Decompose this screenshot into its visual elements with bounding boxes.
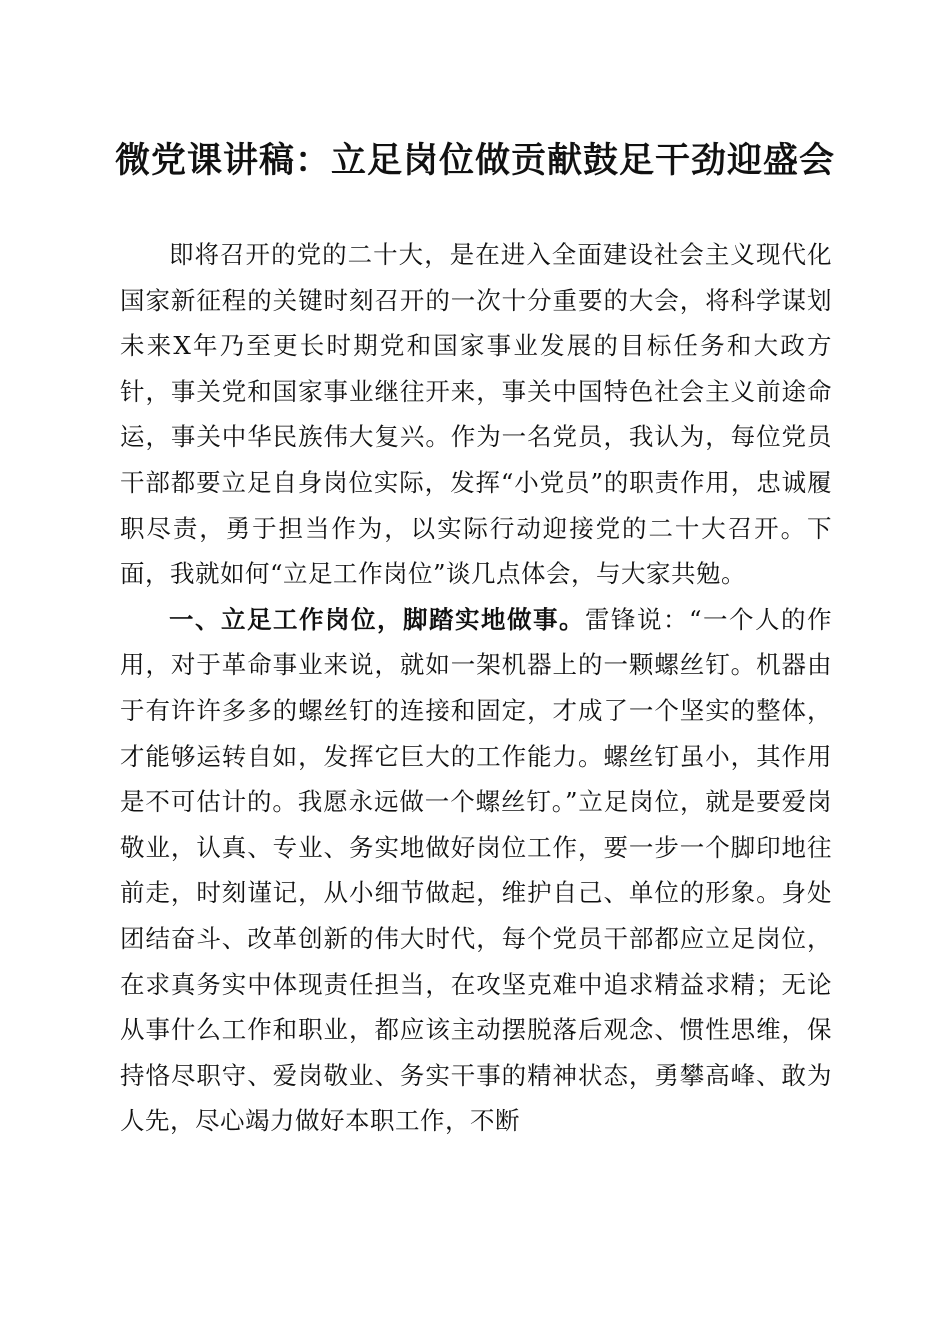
document-body: [120, 232, 832, 1144]
intro-paragraph: [120, 232, 832, 597]
paragraph-text: 即将召开的党的二十大，是在进入全面建设社会主义现代化国家新征程的关键时刻召开的一次十分重要的大会，将科学谋划未来X年乃至更长时期党和国家事业发展的目标任务和大政方针，事关党和国家事业继往开来，事关中国特色社会主义前途命运，事关中华民族伟大复兴。作为一名党员，我认为，每位党员干部都要立足自身岗位实际，发挥“小党员”的职责作用，忠诚履职尽责，勇于担当作为，以实际行动迎接党的二十大召开。下面，我就如何“立足工作岗位”谈几点体会，与大家共勉。: [120, 240, 832, 589]
paragraph-text: 雷锋说：“一个人的作用，对于革命事业来说，就如一架机器上的一颗螺丝钉。机器由于有许许多多的螺丝钉的连接和固定，才成了一个坚实的整体，才能够运转自如，发挥它巨大的工作能力。螺丝钉虽小，其作用是不可估计的。我愿永远做一个螺丝钉。”立足岗位，就是要爱岗敬业，认真、专业、务实地做好岗位工作，要一步一个脚印地往前走，时刻谨记，从小细节做起，维护自己、单位的形象。身处团结奋斗、改革创新的伟大时代，每个党员干部都应立足岗位，在求真务实中体现责任担当，在攻坚克难中追求精益求精；无论从事什么工作和职业，都应该主动摆脱落后观念、惯性思维，保持恪尽职守、爱岗敬业、务实干事的精神状态，勇攀高峰、敢为人先，尽心竭力做好本职工作，不断: [120, 604, 832, 1136]
section-one-paragraph: [120, 597, 832, 1144]
document-title: 微党课讲稿：立足岗位做贡献鼓足干劲迎盛会: [114, 140, 835, 181]
section-one-heading: 一、立足工作岗位，脚踏实地做事。: [169, 604, 585, 634]
